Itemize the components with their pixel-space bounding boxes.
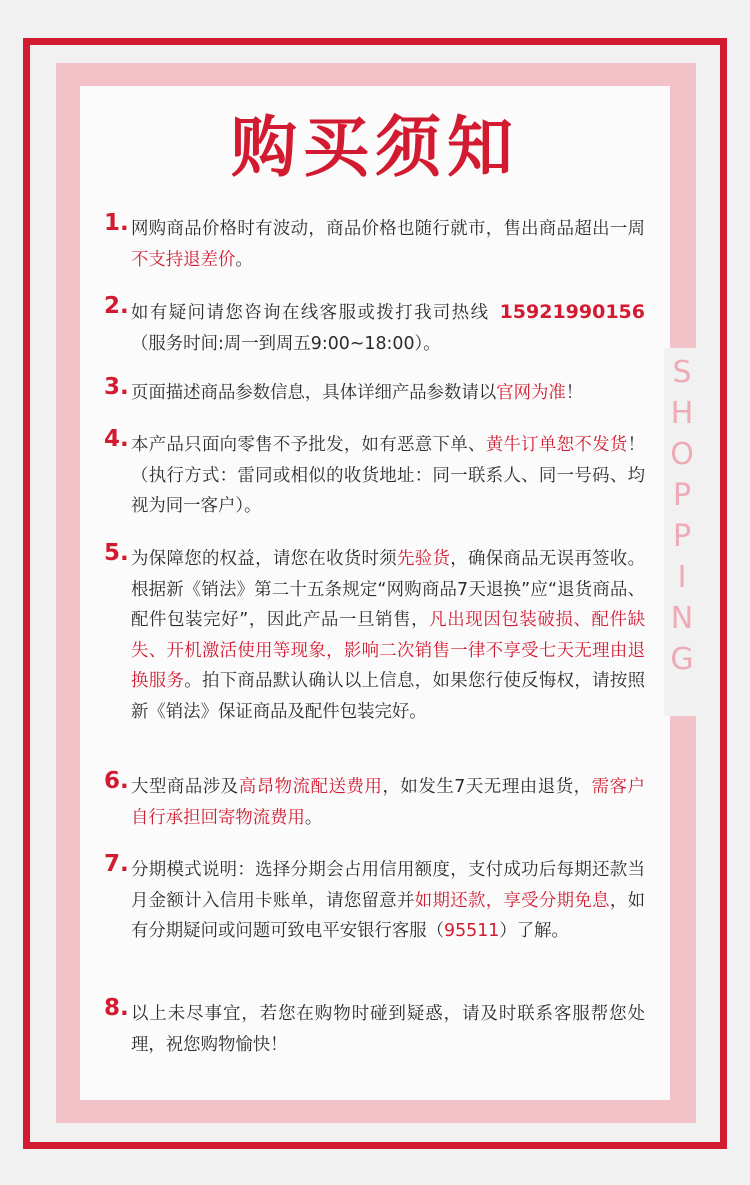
highlight-text: 黄牛订单恕不发货 bbox=[485, 435, 628, 455]
item-text bbox=[131, 544, 645, 727]
body-text: 网购商品价格时有波动，商品价格也随行就市，售出商品超出一周 bbox=[131, 219, 645, 239]
side-letter: S bbox=[672, 355, 692, 390]
side-label-shopping bbox=[667, 352, 697, 680]
body-text: 。 bbox=[304, 807, 323, 828]
item-text bbox=[131, 214, 645, 275]
body-text: 为保障您的权益，请您在收货时须 bbox=[131, 549, 398, 569]
highlight-text: 先验货 bbox=[397, 549, 451, 569]
side-letter: O bbox=[670, 437, 694, 472]
side-letter: H bbox=[670, 396, 694, 431]
highlight-text: 高昂物流配送费用 bbox=[238, 777, 383, 797]
side-letter: G bbox=[670, 642, 694, 677]
highlight-text: 需客户自行承担回寄物流费用 bbox=[131, 777, 645, 828]
item-text bbox=[131, 999, 645, 1060]
body-text: ！ bbox=[565, 383, 584, 403]
item-text bbox=[131, 855, 645, 947]
body-text: 页面描述商品参数信息，具体详细产品参数请以 bbox=[131, 383, 497, 403]
highlight-text: 如期还款，享受分期免息 bbox=[414, 890, 610, 911]
item-number: 4. bbox=[104, 426, 129, 452]
item-number: 8. bbox=[104, 995, 129, 1021]
page-title: 购买须知 bbox=[231, 109, 519, 186]
body-text: 。拍下商品默认确认以上信息，如果您行使反悔权，请按照新《销法》保证商品及配件包装完好。 bbox=[131, 671, 645, 722]
highlight-text: 95511 bbox=[444, 921, 500, 941]
item-number: 6. bbox=[104, 768, 129, 794]
highlight-text: 不支持退差价 bbox=[131, 249, 236, 270]
highlight-text: 凡出现因包装破损、配件缺失、开机激活使用等现象，影响二次销售一律不享受七天无理由退换服务 bbox=[131, 610, 645, 691]
side-letter: I bbox=[677, 560, 687, 595]
body-text: 分期模式说明：选择分期会占用信用额度，支付成功后每期还款当月金额计入信用卡账单，请您留意并 bbox=[131, 860, 645, 911]
side-letter: N bbox=[670, 601, 694, 636]
item-number: 5. bbox=[104, 540, 129, 566]
body-text: ，如有分期疑问或问题可致电平安银行客服（ bbox=[131, 890, 645, 941]
side-letter: P bbox=[672, 478, 692, 513]
body-text: （服务时间:周一到周五9:00~18:00）。 bbox=[131, 333, 441, 354]
body-text: ，如发生7天无理由退货， bbox=[382, 777, 592, 797]
item-text bbox=[131, 297, 645, 359]
body-text: ，确保商品无误再签收。根据新《销法》第二十五条规定“网购商品7天退换”应“退货商品、配件包装完好”，因此产品一旦销售， bbox=[131, 549, 645, 630]
hotline-number: 15921990156 bbox=[499, 301, 645, 323]
item-number: 2. bbox=[104, 293, 129, 319]
item-number: 7. bbox=[104, 851, 129, 877]
item-number: 1. bbox=[104, 210, 129, 236]
item-text bbox=[131, 378, 645, 409]
body-text: 以上未尽事宜，若您在购物时碰到疑惑，请及时联系客服帮您处理，祝您购物愉快！ bbox=[131, 1004, 645, 1055]
item-text bbox=[131, 772, 645, 833]
body-text: 。 bbox=[235, 249, 253, 270]
highlight-text: 官网为准 bbox=[496, 383, 566, 403]
item-number: 3. bbox=[104, 374, 129, 400]
item-text bbox=[131, 430, 645, 522]
body-text: ！（执行方式：雷同或相似的收货地址：同一联系人、同一号码、均视为同一客户）。 bbox=[131, 435, 645, 516]
body-text: ）了解。 bbox=[499, 921, 569, 941]
side-letter: P bbox=[672, 519, 692, 554]
body-text: 大型商品涉及 bbox=[131, 777, 239, 797]
body-text: 如有疑问请您咨询在线客服或拨打我司热线 bbox=[131, 303, 490, 323]
body-text: 本产品只面向零售不予批发，如有恶意下单、 bbox=[131, 435, 486, 455]
